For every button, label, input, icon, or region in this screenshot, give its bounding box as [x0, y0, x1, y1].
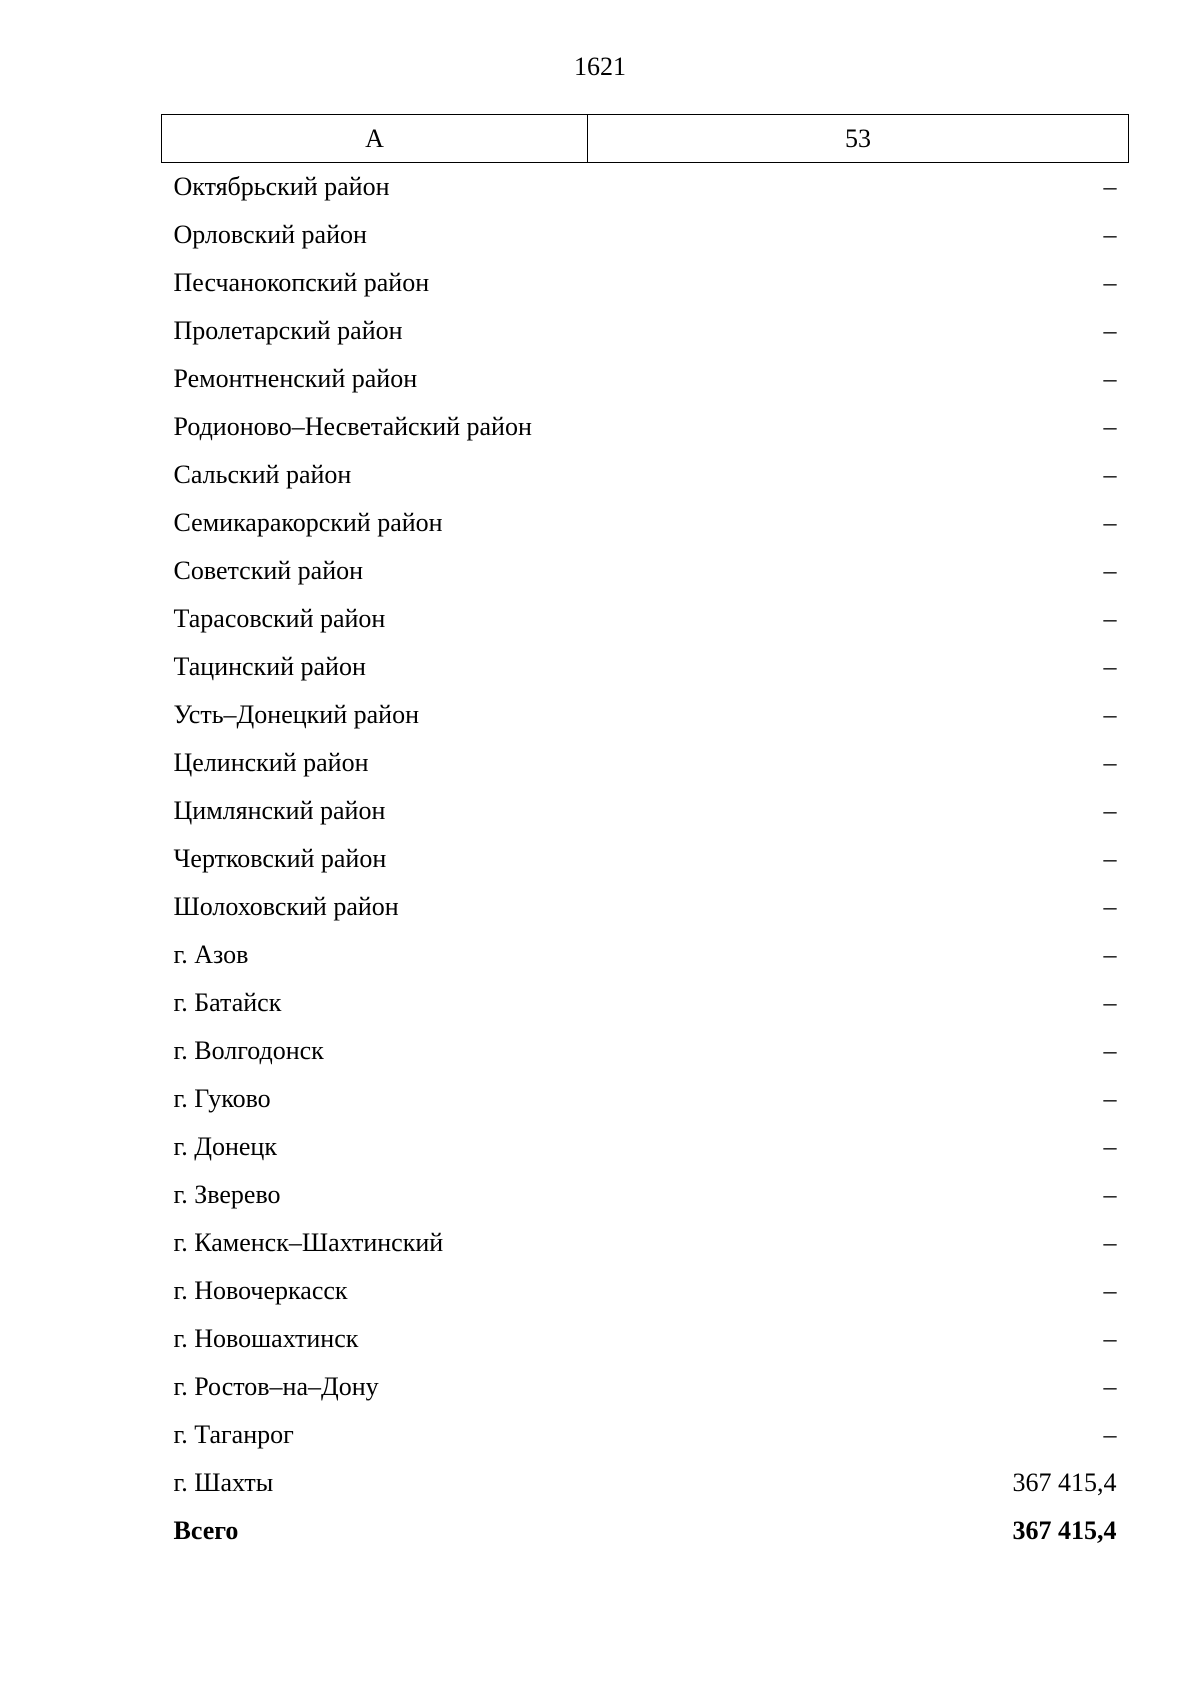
region-name-cell: г. Волгодонск: [173, 1036, 324, 1065]
region-name-cell: г. Шахты: [173, 1468, 274, 1497]
table-body: [162, 163, 1129, 1556]
total-label: Всего: [173, 1516, 239, 1545]
table-row: [162, 595, 1129, 643]
region-name-cell: Пролетарский район: [173, 316, 403, 345]
region-name-cell: г. Новочеркасск: [173, 1276, 348, 1305]
value-cell: –: [1103, 220, 1117, 249]
value-cell: –: [1103, 1228, 1117, 1257]
data-table: [161, 114, 1129, 1555]
table-row: [162, 1267, 1129, 1315]
value-cell: –: [1103, 604, 1117, 633]
value-cell: –: [1103, 556, 1117, 585]
value-cell: –: [1103, 844, 1117, 873]
table-row: [162, 1219, 1129, 1267]
region-name-cell: Песчанокопский район: [173, 268, 430, 297]
table-row: [162, 211, 1129, 259]
value-cell: –: [1103, 652, 1117, 681]
value-cell: –: [1103, 268, 1117, 297]
region-name-cell: Чертковский район: [173, 844, 387, 873]
value-cell: –: [1103, 1324, 1117, 1353]
total-value: 367 415,4: [1012, 1516, 1117, 1545]
value-cell: –: [1103, 508, 1117, 537]
table-row: [162, 1123, 1129, 1171]
region-name-cell: Целинский район: [173, 748, 369, 777]
table-row: [162, 691, 1129, 739]
region-name-cell: Тарасовский район: [173, 604, 386, 633]
region-name-cell: г. Зверево: [173, 1180, 281, 1209]
table-row: [162, 739, 1129, 787]
value-cell: –: [1103, 1132, 1117, 1161]
table-row: [162, 1411, 1129, 1459]
value-cell: –: [1103, 1036, 1117, 1065]
table-row: [162, 1171, 1129, 1219]
table-row: [162, 835, 1129, 883]
value-cell: –: [1103, 412, 1117, 441]
region-name-cell: Усть–Донецкий район: [173, 700, 419, 729]
table-row: [162, 643, 1129, 691]
table-row: [162, 883, 1129, 931]
table-row: [162, 547, 1129, 595]
table-header: [162, 115, 1129, 163]
region-name-cell: Тацинский район: [173, 652, 366, 681]
value-cell: –: [1103, 364, 1117, 393]
region-name-cell: Октябрьский район: [173, 172, 390, 201]
region-name-cell: г. Донецк: [173, 1132, 277, 1161]
table-row: [162, 787, 1129, 835]
value-cell: –: [1103, 796, 1117, 825]
region-name-cell: Шолоховский район: [173, 892, 399, 921]
column-header-a: А: [162, 115, 588, 163]
value-cell: –: [1103, 460, 1117, 489]
table-row: [162, 1315, 1129, 1363]
column-header-53: 53: [588, 115, 1129, 163]
region-name-cell: г. Ростов–на–Дону: [173, 1372, 379, 1401]
table-row: [162, 931, 1129, 979]
value-cell: –: [1103, 940, 1117, 969]
table-row: [162, 1075, 1129, 1123]
region-name-cell: Сальский район: [173, 460, 352, 489]
region-name-cell: г. Батайск: [173, 988, 282, 1017]
table-row: [162, 1363, 1129, 1411]
value-cell: –: [1103, 1420, 1117, 1449]
value-cell: –: [1103, 748, 1117, 777]
table-header-row: [162, 115, 1129, 163]
region-name-cell: Родионово–Несветайский район: [173, 412, 532, 441]
region-name-cell: Семикаракорский район: [173, 508, 443, 537]
page-number: 1621: [574, 52, 626, 81]
value-cell: –: [1103, 988, 1117, 1017]
region-name-cell: Советский район: [173, 556, 364, 585]
table-row: [162, 259, 1129, 307]
table-row: [162, 1459, 1129, 1507]
value-cell: –: [1103, 316, 1117, 345]
value-cell: –: [1103, 1372, 1117, 1401]
table-row: [162, 499, 1129, 547]
region-name-cell: г. Каменск–Шахтинский: [173, 1228, 444, 1257]
region-name-cell: Орловский район: [173, 220, 367, 249]
table-row: [162, 451, 1129, 499]
total-row: [162, 1507, 1129, 1555]
table-row: [162, 307, 1129, 355]
table-row: [162, 1027, 1129, 1075]
table-row: [162, 355, 1129, 403]
value-cell: –: [1103, 1276, 1117, 1305]
value-cell: 367 415,4: [1012, 1468, 1117, 1497]
value-cell: –: [1103, 892, 1117, 921]
region-name-cell: г. Новошахтинск: [173, 1324, 359, 1353]
region-name-cell: г. Азов: [173, 940, 249, 969]
region-name-cell: г. Гуково: [173, 1084, 271, 1113]
table-row: [162, 403, 1129, 451]
region-name-cell: г. Таганрог: [173, 1420, 294, 1449]
value-cell: –: [1103, 700, 1117, 729]
table-row: [162, 979, 1129, 1027]
value-cell: –: [1103, 1084, 1117, 1113]
region-name-cell: Цимлянский район: [173, 796, 386, 825]
region-name-cell: Ремонтненский район: [173, 364, 418, 393]
value-cell: –: [1103, 172, 1117, 201]
table-row: [162, 163, 1129, 212]
value-cell: –: [1103, 1180, 1117, 1209]
